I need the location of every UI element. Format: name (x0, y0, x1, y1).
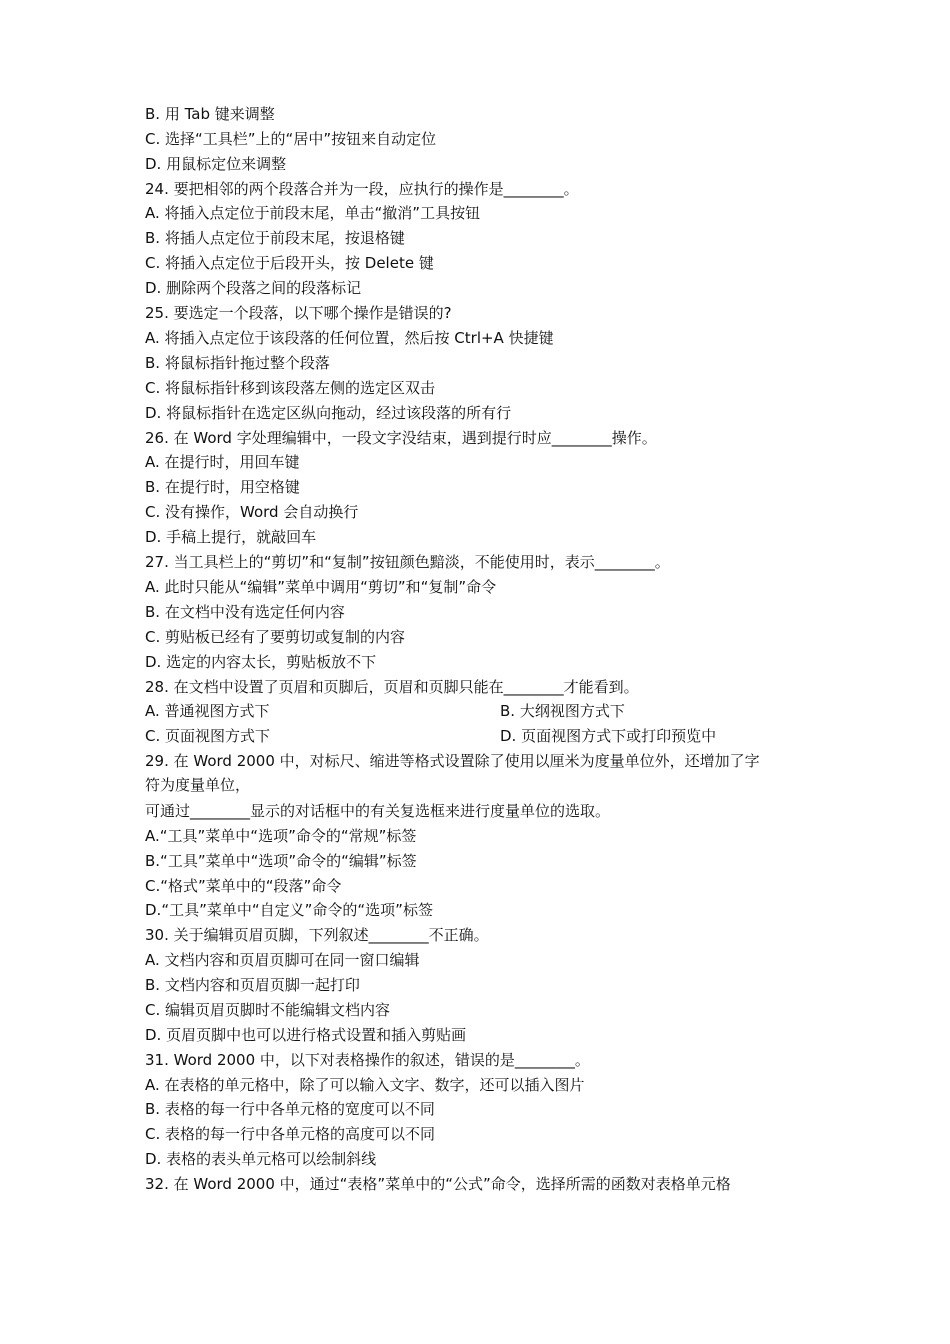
question-line: 29. 在 Word 2000 中，对标尺、缩进等格式设置除了使用以厘米为度量单位外，还增加了字 (145, 752, 760, 770)
option-line: C. 剪贴板已经有了要剪切或复制的内容 (145, 628, 406, 646)
option-line: B. 将插人点定位于前段末尾，按退格键 (145, 229, 405, 247)
option-line: B.“工具”菜单中“选项”命令的“编辑”标签 (145, 852, 417, 870)
question-line: 24. 要把相邻的两个段落合并为一段，应执行的操作是________。 (145, 180, 579, 198)
option-line: B. 文档内容和页眉页脚一起打印 (145, 976, 360, 994)
option-line: A. 普通视图方式下 (145, 702, 270, 720)
option-line: D. 手稿上提行，就敲回车 (145, 528, 317, 546)
question-line: 27. 当工具栏上的“剪切”和“复制”按钮颜色黯淡，不能使用时，表示________。 (145, 553, 670, 571)
question-line: 26. 在 Word 字处理编辑中，一段文字没结束，遇到提行时应________操作。 (145, 429, 657, 447)
option-line: C.“格式”菜单中的“段落”命令 (145, 877, 342, 895)
question-line: 28. 在文档中设置了页眉和页脚后，页眉和页脚只能在________才能看到。 (145, 678, 639, 696)
option-line: A. 将插入点定位于前段末尾，单击“撤消”工具按钮 (145, 204, 481, 222)
option-line: D. 将鼠标指针在选定区纵向拖动，经过该段落的所有行 (145, 404, 512, 422)
question-line: 31. Word 2000 中，以下对表格操作的叙述，错误的是________。 (145, 1051, 590, 1069)
question-line: 可通过________显示的对话框中的有关复选框来进行度量单位的选取。 (145, 802, 611, 820)
option-line: B. 大纲视图方式下 (500, 702, 625, 720)
option-line: C. 页面视图方式下 (145, 727, 271, 745)
option-line: A.“工具”菜单中“选项”命令的“常规”标签 (145, 827, 417, 845)
option-line: B. 在提行时，用空格键 (145, 478, 300, 496)
option-line: D. 删除两个段落之间的段落标记 (145, 279, 362, 297)
option-line: C. 没有操作，Word 会自动换行 (145, 503, 359, 521)
option-line: C. 将鼠标指针移到该段落左侧的选定区双击 (145, 379, 436, 397)
option-line: D. 页面视图方式下或打印预览中 (500, 727, 717, 745)
option-line: A. 在表格的单元格中，除了可以输入文字、数字，还可以插入图片 (145, 1076, 585, 1094)
option-line: C. 选择“工具栏”上的“居中”按钮来自动定位 (145, 130, 437, 148)
option-line: D. 表格的表头单元格可以绘制斜线 (145, 1150, 377, 1168)
option-line: D. 用鼠标定位来调整 (145, 155, 287, 173)
option-line: B. 在文档中没有选定任何内容 (145, 603, 345, 621)
option-line: B. 将鼠标指针拖过整个段落 (145, 354, 330, 372)
option-line: D. 页眉页脚中也可以进行格式设置和插入剪贴画 (145, 1026, 467, 1044)
option-line: C. 将插入点定位于后段开头，按 Delete 键 (145, 254, 434, 272)
option-line: A. 将插入点定位于该段落的任何位置，然后按 Ctrl+A 快捷键 (145, 329, 554, 347)
option-line: A. 文档内容和页眉页脚可在同一窗口编辑 (145, 951, 420, 969)
question-line: 30. 关于编辑页眉页脚，下列叙述________不正确。 (145, 926, 489, 944)
option-line: B. 表格的每一行中各单元格的宽度可以不同 (145, 1100, 435, 1118)
option-line: D. 选定的内容太长，剪贴板放不下 (145, 653, 377, 671)
question-line: 32. 在 Word 2000 中，通过“表格”菜单中的“公式”命令，选择所需的函数对表格单元格 (145, 1175, 731, 1193)
option-line: A. 此时只能从“编辑”菜单中调用“剪切”和“复制”命令 (145, 578, 497, 596)
option-line: C. 表格的每一行中各单元格的高度可以不同 (145, 1125, 436, 1143)
option-line: C. 编辑页眉页脚时不能编辑文档内容 (145, 1001, 391, 1019)
option-line: B. 用 Tab 键来调整 (145, 105, 275, 123)
option-line: D.“工具”菜单中“自定义”命令的“选项”标签 (145, 901, 433, 919)
option-line: A. 在提行时，用回车键 (145, 453, 300, 471)
question-line: 25. 要选定一个段落，以下哪个操作是错误的? (145, 304, 452, 322)
question-line: 符为度量单位， (145, 776, 251, 794)
